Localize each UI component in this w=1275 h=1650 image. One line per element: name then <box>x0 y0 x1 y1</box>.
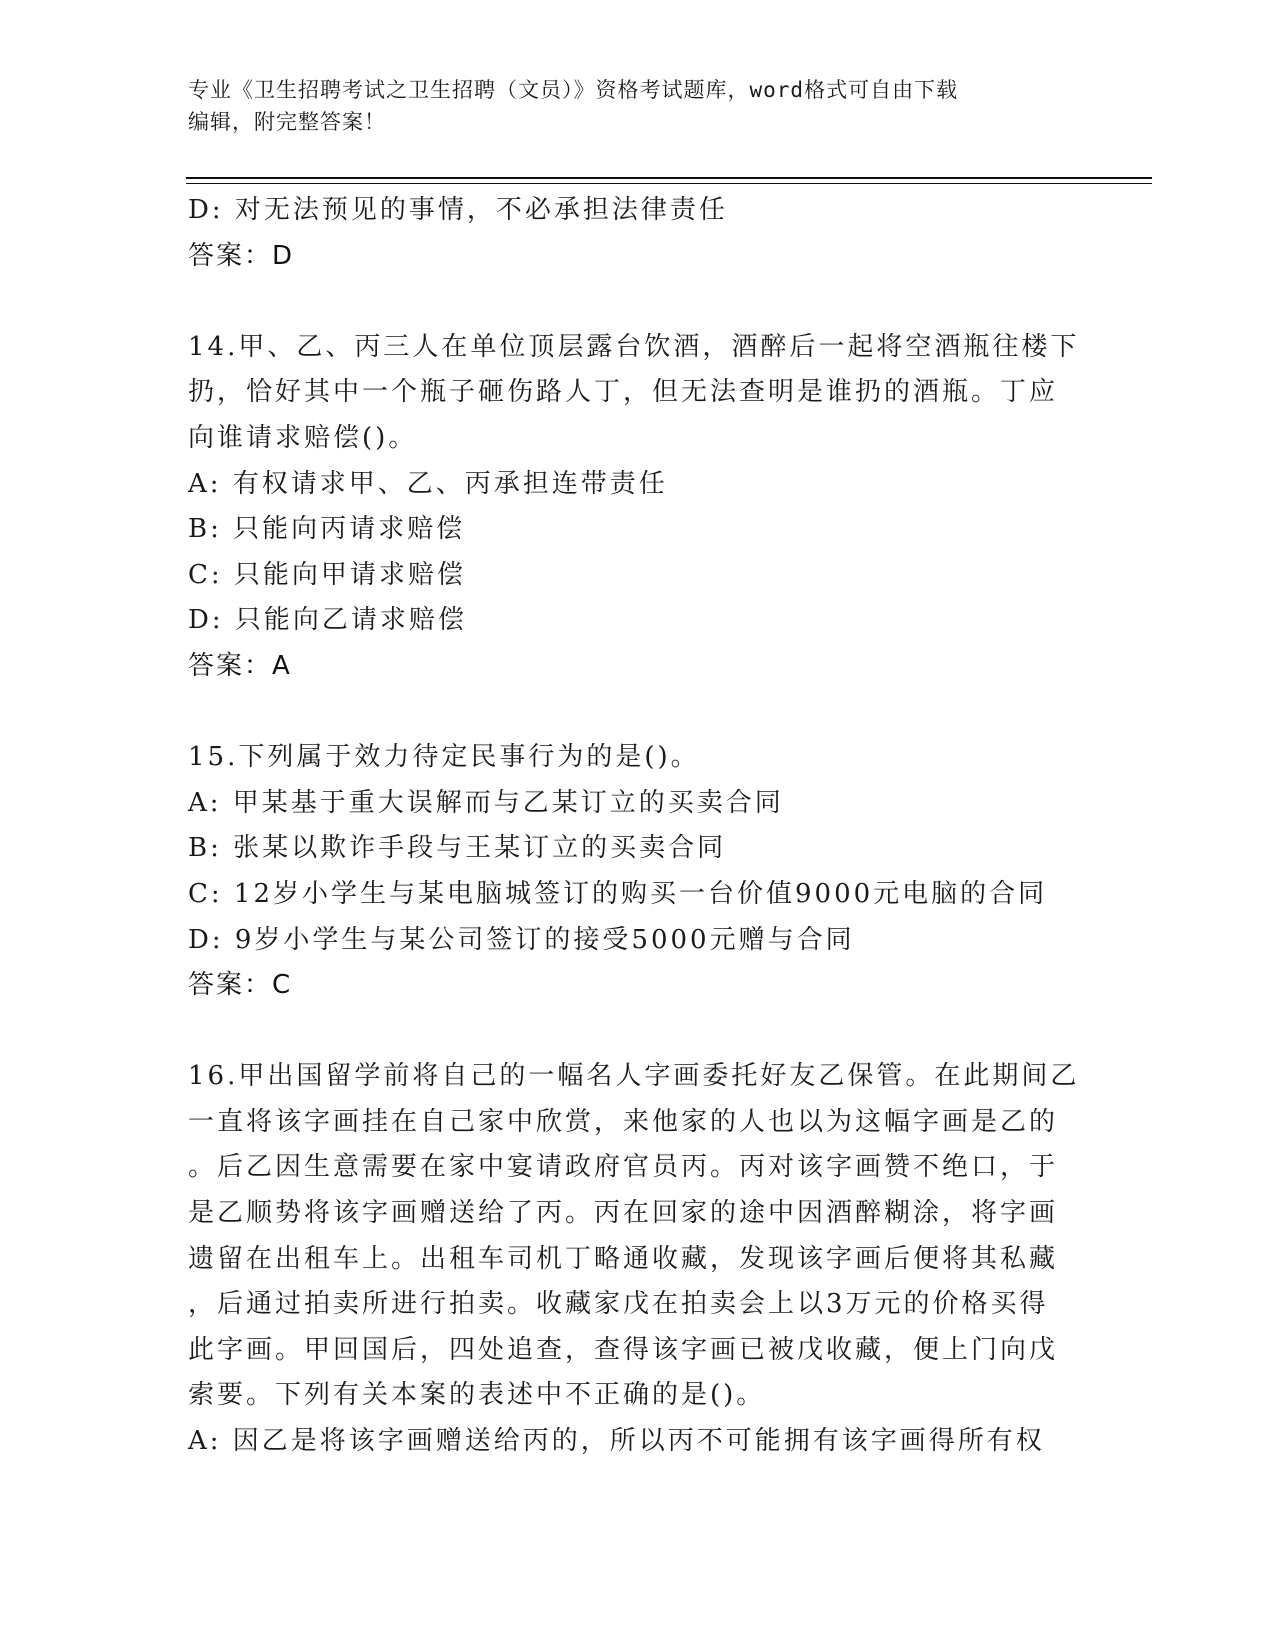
answer-line: 答案：D <box>188 240 295 271</box>
question-text-line: 一直将该字画挂在自己家中欣赏，来他家的人也以为这幅字画是乙的 <box>188 1106 1059 1137</box>
option-b: B: 只能向丙请求赔偿 <box>188 514 466 545</box>
header-rule-thick <box>186 177 1152 179</box>
header-line-2: 编辑，附完整答案！ <box>188 110 386 134</box>
option-c: C: 12岁小学生与某电脑城签订的购买一台价值9000元电脑的合同 <box>188 878 1048 909</box>
question-13-tail <box>188 188 1088 279</box>
document-body <box>188 188 1088 1465</box>
option-b: B: 张某以欺诈手段与王某订立的买卖合同 <box>188 833 727 864</box>
option-d: D: 只能向乙请求赔偿 <box>188 605 467 636</box>
question-text-line: 向谁请求赔偿()。 <box>188 422 418 453</box>
header-line-1: 专业《卫生招聘考试之卫生招聘（文员）》资格考试题库，word格式可自由下载 <box>188 78 959 102</box>
option-d: D: 对无法预见的事情，不必承担法律责任 <box>188 195 728 225</box>
question-text-line: 此字画。甲回国后，四处追查，查得该字画已被戊收藏，便上门向戊 <box>188 1334 1059 1365</box>
option-a: A: 有权请求甲、乙、丙承担连带责任 <box>188 468 668 499</box>
spacer <box>188 1009 1088 1055</box>
spacer <box>188 690 1088 736</box>
header-rule-thin <box>186 183 1152 184</box>
question-text-line: ，后通过拍卖所进行拍卖。收藏家戊在拍卖会上以3万元的价格买得 <box>188 1289 1049 1320</box>
question-15 <box>188 735 1088 1009</box>
question-text-line: 扔，恰好其中一个瓶子砸伤路人丁，但无法查明是谁扔的酒瓶。丁应 <box>188 377 1059 408</box>
option-d: D: 9岁小学生与某公司签订的接受5000元赠与合同 <box>188 924 855 955</box>
option-a: A: 因乙是将该字画赠送给丙的，所以丙不可能拥有该字画得所有权 <box>188 1426 1045 1457</box>
question-text-line: 15.下列属于效力待定民事行为的是()。 <box>188 742 700 773</box>
question-text-line: 14.甲、乙、丙三人在单位顶层露台饮酒，酒醉后一起将空酒瓶往楼下 <box>188 331 1080 362</box>
question-text-line: 遗留在出租车上。出租车司机丁略通收藏，发现该字画后便将其私藏 <box>188 1243 1059 1274</box>
question-text-line: 索要。下列有关本案的表述中不正确的是()。 <box>188 1380 766 1411</box>
question-14 <box>188 325 1088 690</box>
question-text-line: 是乙顺势将该字画赠送给了丙。丙在回家的途中因酒醉糊涂，将字画 <box>188 1198 1059 1229</box>
spacer <box>188 279 1088 325</box>
question-text-line: 16.甲出国留学前将自己的一幅名人字画委托好友乙保管。在此期间乙 <box>188 1061 1080 1092</box>
question-16 <box>188 1054 1088 1464</box>
page-header <box>188 74 1088 138</box>
answer-line: 答案：C <box>188 970 293 1001</box>
option-c: C: 只能向甲请求赔偿 <box>188 559 466 590</box>
option-a: A: 甲某基于重大误解而与乙某订立的买卖合同 <box>188 787 784 818</box>
question-text-line: 。后乙因生意需要在家中宴请政府官员丙。丙对该字画赞不绝口，于 <box>188 1152 1059 1183</box>
answer-line: 答案：A <box>188 650 292 681</box>
